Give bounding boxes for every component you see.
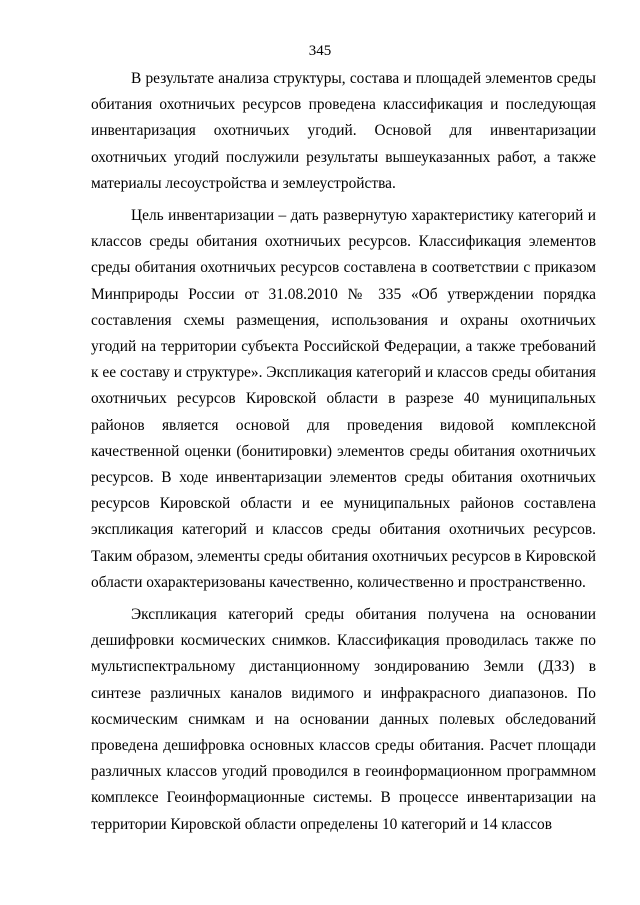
page-number: 345 xyxy=(308,43,332,59)
paragraph-2: Цель инвентаризации – дать развернутую характеристику категорий и классов среды обитания охотничьих ресурсов. Классификация элементов среды обитания охотничьих ресурсов составлена в соответствии с приказом Минприроды России от 31.08.2010 № 335 «Об утверждении порядка составления схемы размещения, использования и охраны охотничьих угодий на территории субъекта Российской Федерации, а также требований к ее составу и структуре». Экспликация категорий и классов среды обитания охотничьих ресурсов Кировской области в разрезе 40 муниципальных районов является основой для проведения видовой комплексной качественной оценки (бонитировки) элементов среды обитания охотничьих ресурсов. В ходе инвентаризации элементов среды обитания охотничьих ресурсов Кировской области и ее муниципальных районов составлена экспликация категорий и классов среды обитания охотничьих ресурсов. Таким образом, элементы среды обитания охотничьих ресурсов в Кировской области охарактеризованы качественно, количественно и пространственно. xyxy=(91,207,596,591)
paragraph-3: Экспликация категорий среды обитания получена на основании дешифровки космических снимков. Классификация проводилась также по мультиспектральному дистанционному зондированию Земли (ДЗЗ) в синтезе различных каналов видимого и инфракрасного диапазонов. По космическим снимкам и на основании данных полевых обследований проведена дешифровка основных классов среды обитания. Расчет площади различных классов угодий проводился в геоинформационном программном комплексе Геоинформационные системы. В процессе инвентаризации на территории Кировской области определены 10 категорий и 14 классов xyxy=(91,606,596,833)
paragraph-1: В результате анализа структуры, состава и площадей элементов среды обитания охотничьих ресурсов проведена классификация и последующая инвентаризация охотничьих угодий. Основой для инвентаризации охотничьих угодий послужили результаты вышеуказанных работ, а также материалы лесоустройства и землеустройства. xyxy=(91,70,596,192)
body-text xyxy=(91,66,596,838)
